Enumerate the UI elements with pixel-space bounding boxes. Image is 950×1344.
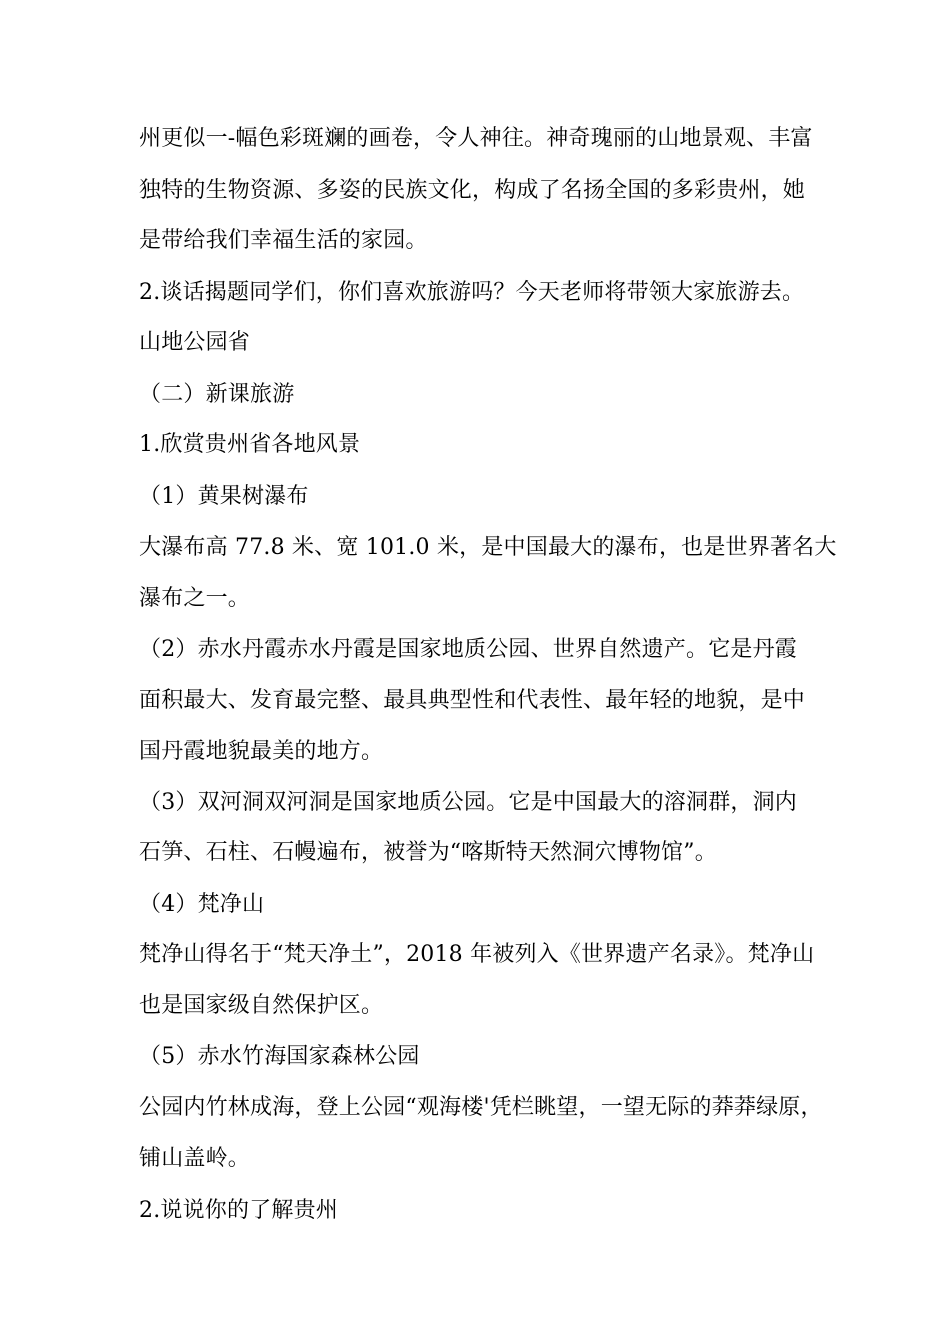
subsection-heading: 1.欣赏贵州省各地风景 (139, 432, 361, 457)
text-line: （3）双河洞双河洞是国家地质公园。它是中国最大的溶洞群，洞内 (139, 790, 797, 815)
item-heading: （1）黄果树瀑布 (139, 484, 309, 509)
text-line: 大瀑布高 77.8 米、宽 101.0 米，是中国最大的瀑布，也是世界著名大 (139, 535, 837, 560)
item-heading: （4）梵净山 (139, 892, 265, 917)
section-heading: （二）新课旅游 (139, 382, 295, 407)
text-line: 是带给我们幸福生活的家园。 (139, 228, 428, 253)
text-line: 2.谈话揭题同学们，你们喜欢旅游吗？今天老师将带领大家旅游去。 (139, 280, 805, 305)
text-line: 公园内竹林成海，登上公园“观海楼'凭栏眺望，一望无际的莽莽绿原， (139, 1095, 823, 1120)
text-line: 瀑布之一。 (139, 586, 251, 611)
item-heading: （5）赤水竹海国家森林公园 (139, 1044, 420, 1069)
text-line: 也是国家级自然保护区。 (139, 993, 384, 1018)
text-line: 石笋、石柱、石幔遍布，被誉为“喀斯特天然洞穴博物馆”。 (139, 840, 717, 865)
text-line: 梵净山得名于“梵天净土”，2018 年被列入《世界遗产名录》。梵净山 (139, 942, 815, 967)
text-line: 铺山盖岭。 (139, 1146, 251, 1171)
text-line: 面积最大、发育最完整、最具典型性和代表性、最年轻的地貌，是中 (139, 688, 806, 713)
text-line: 州更似一-幅色彩斑斓的画卷，令人神往。神奇瑰丽的山地景观、丰富 (139, 126, 813, 151)
text-line: 山地公园省 (139, 330, 251, 355)
subsection-heading: 2.说说你的了解贵州 (139, 1198, 338, 1223)
text-line: 独特的生物资源、多姿的民族文化，构成了名扬全国的多彩贵州，她 (139, 178, 806, 203)
text-line: （2）赤水丹霞赤水丹霞是国家地质公园、世界自然遗产。它是丹霞 (139, 637, 797, 662)
text-line: 国丹霞地貌最美的地方。 (139, 739, 384, 764)
